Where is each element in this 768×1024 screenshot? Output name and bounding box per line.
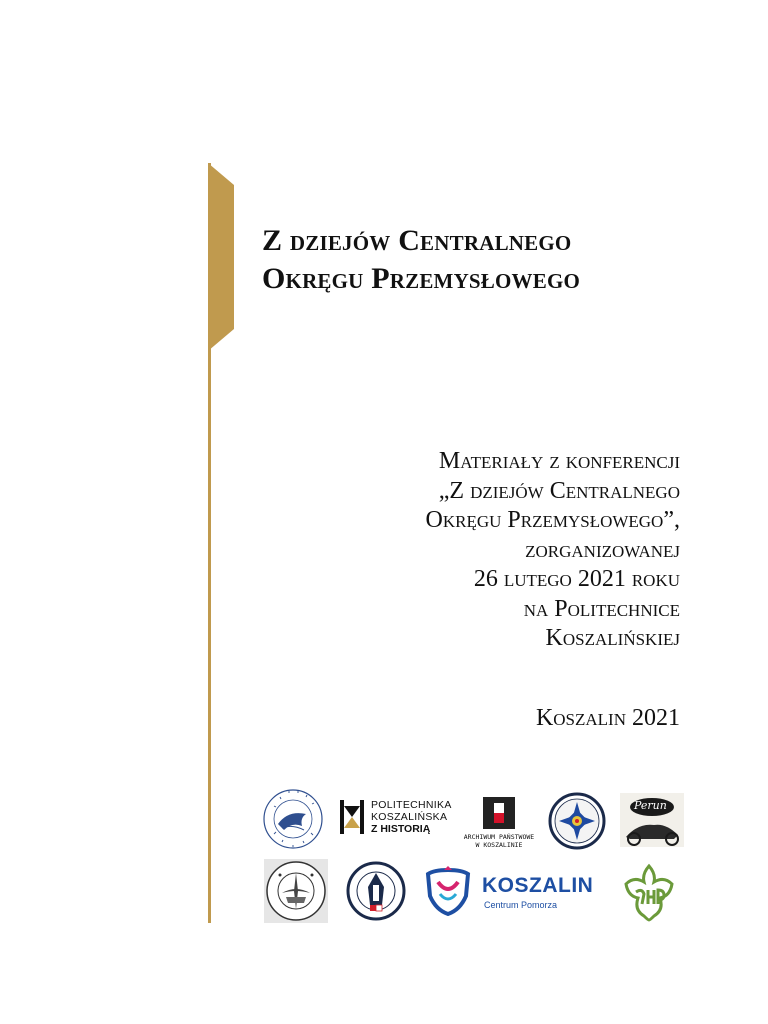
book-title-line-2: Okręgu Przemysłowego — [262, 262, 581, 295]
book-title — [262, 222, 742, 298]
book-title-line-1: Z dziejów Centralnego — [262, 224, 572, 257]
koszalin-city-logo — [424, 866, 606, 918]
perun-label: Perun — [634, 799, 667, 812]
subtitle-line: 26 lutego 2021 roku — [473, 566, 680, 592]
subtitle-line: Okręgu Przemysłowego”, — [425, 507, 680, 533]
pk-line-2: KOSZALIŃSKA — [371, 811, 448, 823]
subtitle-line: zorganizowanej — [525, 536, 680, 563]
pk-line-3: Z HISTORIĄ — [371, 823, 431, 835]
place-and-year: Koszalin 2021 — [535, 705, 680, 731]
archiwum-line-2: W KOSZALINIE — [475, 841, 523, 849]
subtitle-line: Materiały z konferencji — [438, 448, 680, 474]
subtitle-line: „Z dziejów Centralnego — [438, 477, 680, 504]
perun-logo — [620, 793, 684, 847]
zhp-scout-lily-icon — [620, 862, 678, 922]
subtitle-line: Koszalińskiej — [545, 625, 680, 651]
conference-subtitle — [300, 447, 680, 654]
archiwum-logo — [460, 797, 538, 851]
koszalin-tagline: Centrum Pomorza — [484, 900, 558, 910]
university-seal-icon — [262, 788, 324, 850]
archiwum-line-1: ARCHIWUM PAŃSTWOWE — [463, 833, 535, 841]
koszalin-shield-icon — [424, 866, 472, 916]
pk-line-1: POLITECHNIKA — [371, 799, 452, 811]
military-cross-emblem-icon — [548, 792, 606, 850]
pk-z-historia-logo — [338, 798, 456, 838]
koszalin-name: KOSZALIN — [482, 874, 594, 897]
air-force-museum-badge-icon — [346, 861, 406, 921]
air-defense-museum-badge-icon — [264, 859, 328, 923]
gold-bookmark-tab — [208, 163, 234, 351]
hourglass-h-icon — [338, 798, 366, 836]
archive-square-icon — [483, 797, 515, 829]
subtitle-line: na Politechnice — [523, 595, 680, 622]
